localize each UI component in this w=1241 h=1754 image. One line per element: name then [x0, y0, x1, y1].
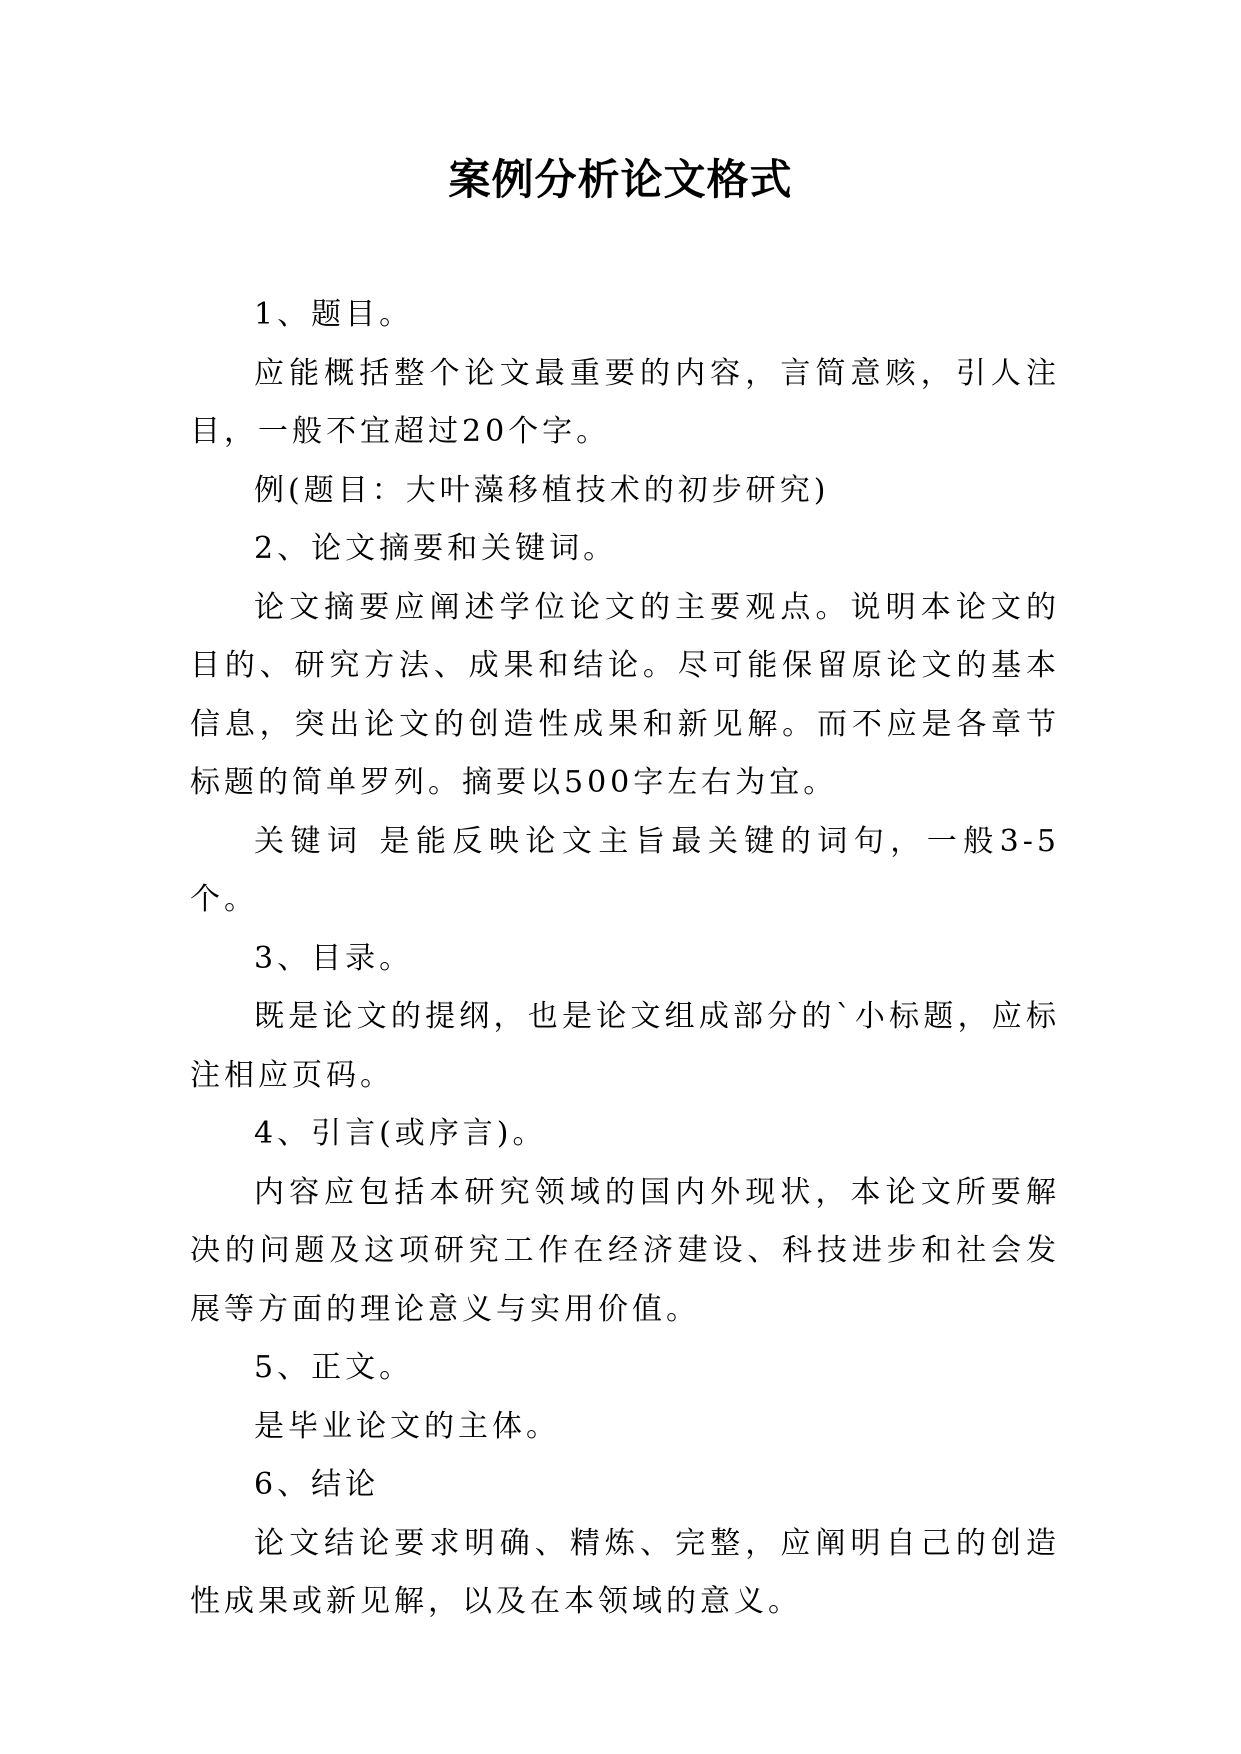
paragraph-heading-6: 6、结论	[254, 1467, 380, 1502]
document-title: 案例分析论文格式	[448, 155, 793, 204]
paragraph-heading-3: 3、目录。	[254, 940, 414, 976]
paragraph: 关键词 是能反映论文主旨最关键的词句，一般3-5个。	[190, 823, 1060, 917]
paragraph: 论文结论要求明确、精炼、完整，应阐明自己的创造性成果或新见解，以及在本领域的意义。	[190, 1525, 1060, 1619]
paragraph-heading-5: 5、正文。	[254, 1350, 414, 1385]
paragraph-heading-1: 1、题目。	[254, 297, 414, 332]
paragraph: 论文摘要应阐述学位论文的主要观点。说明本论文的目的、研究方法、成果和结论。尽可能保留原论文的基本信息，突出论文的创造性成果和新见解。而不应是各章节标题的简单罗列。摘要以500字左右为宜。	[190, 589, 1060, 800]
paragraph: 应能概括整个论文最重要的内容，言简意赅，引人注目，一般不宜超过20个字。	[190, 355, 1060, 449]
paragraph: 是毕业论文的主体。	[254, 1408, 560, 1444]
paragraph-heading-2: 2、论文摘要和关键词。	[254, 531, 618, 566]
paragraph-heading-4: 4、引言(或序言)。	[254, 1116, 547, 1151]
paragraph: 内容应包括本研究领域的国内外现状，本论文所要解决的问题及这项研究工作在经济建设、科技进步和社会发展等方面的理论意义与实用价值。	[190, 1174, 1060, 1327]
paragraph: 既是论文的提纲，也是论文组成部分的`小标题，应标注相应页码。	[190, 999, 1060, 1093]
paragraph: 例(题目：大叶藻移植技术的初步研究)	[254, 472, 830, 508]
document-body	[190, 286, 1060, 1632]
